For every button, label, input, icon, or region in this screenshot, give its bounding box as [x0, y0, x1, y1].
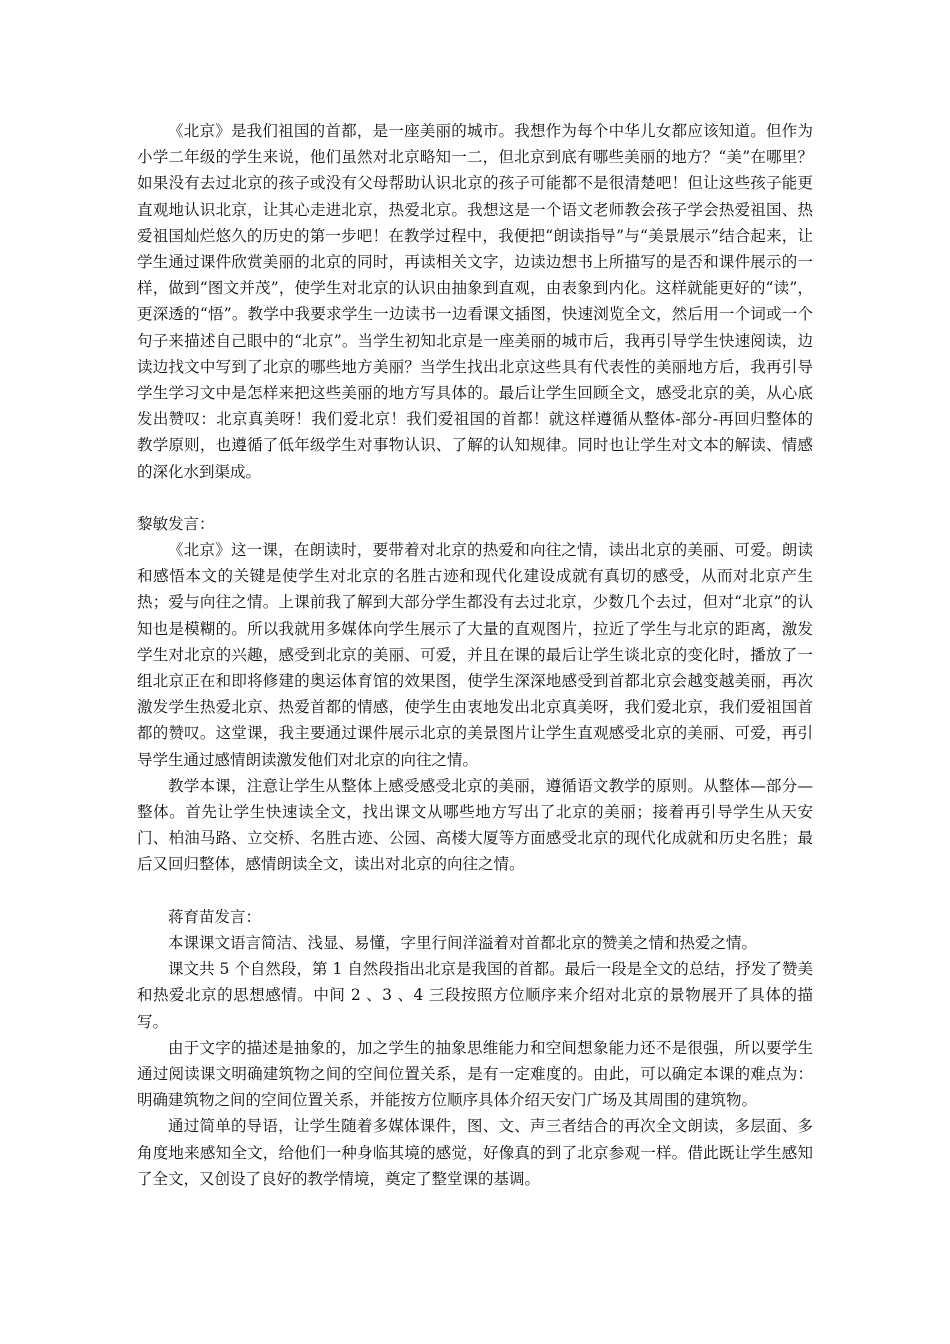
jiangyumiao-paragraph-3: 由于文字的描述是抽象的，加之学生的抽象思维能力和空间想象能力还不是很强，所以要学生通过阅读课文明确建筑物之间的空间位置关系，是有一定难度的。由此，可以确定本课的难点为：明确建筑物之间的空间位置关系，并能按方位顺序具体介绍天安门广场及其周围的建筑物。 [137, 1038, 813, 1110]
section-spacer [137, 485, 813, 511]
speaker-heading-limin: 黎敏发言： [137, 514, 215, 533]
limin-paragraph-1: 《北京》这一课，在朗读时，要带着对北京的热爱和向往之情，读出北京的美丽、可爱。朗读和感悟本文的关键是使学生对北京的名胜古迹和现代化建设成就有真切的感受，从而对北京产生热；爱与向往之情。上课前我了解到大部分学生都没有去过北京，少数几个去过，但对“北京”的认知也是模糊的。所以我就用多媒体向学生展示了大量的直观图片，拉近了学生与北京的距离，激发学生对北京的兴趣，感受到北京的美丽、可爱，并且在课的最后让学生谈北京的变化时，播放了一组北京正在和即将修建的奥运体育馆的效果图，使学生深深地感受到首都北京会越变越美丽，再次激发学生热爱北京、热爱首都的情感，使学生由衷地发出北京真美呀，我们爱北京，我们爱祖国首都的赞叹。这堂课，我主要通过课件展示北京的美景图片让学生直观感受北京的美丽、可爱，再引导学生通过感情朗读激发他们对北京的向往之情。 [137, 541, 813, 769]
speaker-heading-jiangyumiao: 蒋育苗发言： [168, 907, 262, 926]
document-page [137, 118, 813, 1192]
jiangyumiao-paragraph-4: 通过简单的导语，让学生随着多媒体课件，图、文、声三者结合的再次全文朗读，多层面、多角度地来感知全文，给他们一种身临其境的感觉，好像真的到了北京参观一样。借此既让学生感知了全文，又创设了良好的教学情境，奠定了整堂课的基调。 [137, 1117, 813, 1188]
jiangyumiao-paragraph-2: 课文共 5 个自然段，第 1 自然段指出北京是我国的首都。最后一段是全文的总结，抒发了赞美和热爱北京的思想感情。中间 2 、3 、4 三段按照方位顺序来介绍对北京的景物展开了具体的描写。 [137, 960, 813, 1031]
section-spacer [137, 878, 813, 904]
intro-paragraph: 《北京》是我们祖国的首都，是一座美丽的城市。我想作为每个中华儿女都应该知道。但作为小学二年级的学生来说，他们虽然对北京略知一二，但北京到底有哪些美丽的地方？“美”在哪里？如果没有去过北京的孩子或没有父母帮助认识北京的孩子可能都不是很清楚吧！但让这些孩子能更直观地认识北京，让其心走进北京，热爱北京。我想这是一个语文老师教会孩子学会热爱祖国、热爱祖国灿烂悠久的历史的第一步吧！在教学过程中，我便把“朗读指导”与“美景展示”结合起来，让学生通过课件欣赏美丽的北京的同时，再读相关文字，边读边想书上所描写的是否和课件展示的一样，做到“图文并茂”，使学生对北京的认识由抽象到直观，由表象到内化。这样就能更好的“读”，更深透的“悟”。教学中我要求学生一边读书一边看课文插图，快速浏览全文，然后用一个词或一个句子来描述自己眼中的“北京”。当学生初知北京是一座美丽的城市后，我再引导学生快速阅读，边读边找文中写到了北京的哪些地方美丽？当学生找出北京这些具有代表性的美丽地方后，我再引导学生学习文中是怎样来把这些美丽的地方写具体的。最后让学生回顾全文，感受北京的美，从心底发出赞叹：北京真美呀！我们爱北京！我们爱祖国的首都！就这样遵循从整体-部分-再回归整体的教学原则，也遵循了低年级学生对事物认识、了解的认知规律。同时也让学生对文本的解读、情感的深化水到渠成。 [137, 122, 813, 481]
jiangyumiao-paragraph-1: 本课课文语言简洁、浅显、易懂，字里行间洋溢着对首都北京的赞美之情和热爱之情。 [168, 933, 758, 952]
limin-paragraph-2: 教学本课，注意让学生从整体上感受感受北京的美丽，遵循语文教学的原则。从整体—部分—整体。首先让学生快速读全文，找出课文从哪些地方写出了北京的美丽；接着再引导学生从天安门、柏油马路、立交桥、名胜古迹、公园、高楼大厦等方面感受北京的现代化成就和历史名胜；最后又回归整体，感情朗读全文，读出对北京的向往之情。 [137, 776, 813, 874]
